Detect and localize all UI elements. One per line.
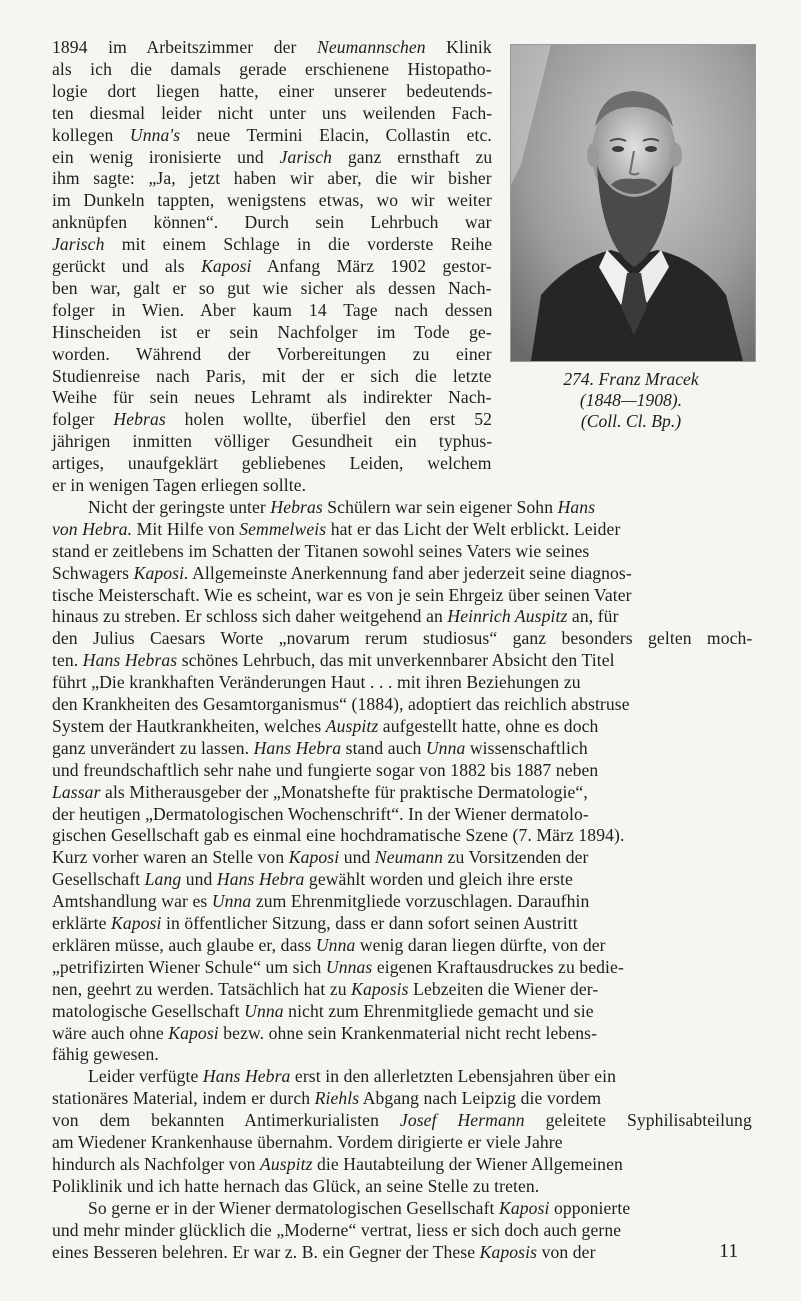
text-line: artiges, unaufgeklärt gebliebenes Leiden, welchem xyxy=(52,453,492,474)
text-line: am Wiedener Krankenhause übernahm. Vordem dirigierte er viele Jahre xyxy=(52,1132,563,1152)
italic-name: Kaposi xyxy=(499,1197,550,1218)
text-line: Hinscheiden ist er sein Nachfolger im Tode ge- xyxy=(52,321,492,342)
italic-name: Unna xyxy=(211,891,252,912)
italic-name: Semmelweis xyxy=(239,518,327,539)
italic-name: Lassar xyxy=(52,781,101,802)
portrait-photo xyxy=(510,44,756,362)
italic-name: Hans Hebras xyxy=(82,650,178,671)
text-line: logie dort liegen hatte, einer unserer bedeutends- xyxy=(52,80,493,101)
text-line: System der Hautkrankheiten, welches Auspitz aufgestellt hatte, ohne es doch xyxy=(52,715,599,736)
italic-name: Jarisch xyxy=(279,146,333,167)
italic-name: Neumann xyxy=(374,847,444,868)
italic-name: Unna xyxy=(315,934,356,955)
text-line: tische Meisterschaft. Wie es scheint, war es von je sein Ehrgeiz über seinen Vater xyxy=(52,584,632,605)
text-line: „petrifizirten Wiener Schule“ um sich Unnas eigenen Kraftausdruckes zu bedie- xyxy=(52,956,624,977)
text-line: führt „Die krankhaften Veränderungen Haut . . . mit ihren Beziehungen zu xyxy=(52,672,581,693)
text-line: Weihe für sein neues Lehramt als indirekter Nach- xyxy=(52,387,492,408)
text-line: jährigen inmitten völliger Gesundheit ein typhus- xyxy=(52,431,493,452)
text-line: im Dunkeln tappten, wenigstens etwas, wo wir weiter xyxy=(52,190,492,211)
text-line: erklären müsse, auch glaube er, dass Unna wenig daran liegen dürfte, von der xyxy=(52,934,606,955)
italic-name: Auspitz xyxy=(260,1153,313,1174)
text-line: und mehr minder glücklich die „Moderne“ vertrat, liess er sich doch auch gerne xyxy=(52,1219,622,1240)
text-line: Schwagers Kaposi. Allgemeinste Anerkennung fand aber jederzeit seine diagnos- xyxy=(52,562,632,583)
italic-name: von Hebra. xyxy=(52,518,133,539)
italic-name: Hebras xyxy=(270,496,323,517)
italic-name: Hebras xyxy=(113,409,166,430)
italic-name: Hans Hebra xyxy=(202,1066,291,1087)
text-line: er in wenigen Tagen erliegen sollte. xyxy=(52,475,307,495)
text-line: Studienreise nach Paris, mit der er sich die letzte xyxy=(52,365,492,386)
text-line: der heutigen „Dermatologischen Wochenschrift“. In der Wiener dermatolo- xyxy=(52,803,589,824)
text-line: Gesellschaft Lang und Hans Hebra gewählt worden und gleich ihre erste xyxy=(52,869,573,890)
text-line: von Hebra. Mit Hilfe von Semmelweis hat er das Licht der Welt erblickt. Leider xyxy=(52,518,621,539)
text-line: ten. Hans Hebras schönes Lehrbuch, das mit unverkennbarer Absicht den Titel xyxy=(52,650,615,671)
text-line: ten diesmal leider nicht unter uns weilenden Fach- xyxy=(52,102,493,123)
text-line: kollegen Unna's neue Termini Elacin, Collastin etc. xyxy=(52,124,492,145)
text-line: von dem bekannten Antimerkurialisten Josef Hermann geleitete Syphilisabteilung xyxy=(52,1110,752,1131)
portrait-image xyxy=(511,45,755,361)
text-line: Nicht der geringste unter Hebras Schülern war sein eigener Sohn Hans xyxy=(88,496,596,517)
italic-name: Kaposi xyxy=(111,913,162,933)
text-line: stationäres Material, indem er durch Riehls Abgang nach Leipzig die vordem xyxy=(52,1088,602,1109)
italic-name: Kaposis xyxy=(351,978,409,999)
italic-name: Jarisch xyxy=(52,234,105,255)
text-line: gischen Gesellschaft gab es einmal eine hochdramatische Szene (7. März 1894). xyxy=(52,825,625,846)
italic-name: Kaposi xyxy=(201,256,252,276)
italic-name: Josef Hermann xyxy=(399,1110,525,1131)
figure-caption-dates: (1848—1908). xyxy=(579,390,683,410)
text-line: als ich die damals gerade erschienene Histopatho- xyxy=(52,58,492,79)
italic-name: Hans xyxy=(557,496,596,517)
text-line: hinaus zu streben. Er schloss sich daher weitgehend an Heinrich Auspitz an, für xyxy=(52,606,619,627)
text-line: ben war, galt er so gut wie sicher als dessen Nach- xyxy=(52,277,492,298)
text-line: Jarisch mit einem Schlage in die vorderste Reihe xyxy=(52,234,493,255)
figure-caption-title: 274. Franz Mracek xyxy=(563,369,699,389)
italic-name: Kaposi xyxy=(288,847,340,868)
text-line: eines Besseren belehren. Er war z. B. ein Gegner der These Kaposis von der xyxy=(52,1241,596,1262)
italic-name: Riehls xyxy=(314,1088,360,1109)
text-line: fähig gewesen. xyxy=(52,1044,159,1065)
text-line: folger in Wien. Aber kaum 14 Tage nach dessen xyxy=(52,299,493,320)
italic-name: Hans Hebra xyxy=(216,869,305,890)
text-line: Amtshandlung war es Unna zum Ehrenmitgliede vorzuschlagen. Daraufhin xyxy=(52,891,590,912)
italic-name: Unna's xyxy=(129,124,181,145)
text-line: ihm sagte: „Ja, jetzt haben wir aber, die wir bisher xyxy=(52,168,492,189)
italic-name: Heinrich Auspitz xyxy=(447,606,568,627)
text-line: Kurz vorher waren an Stelle von Kaposi und Neumann zu Vorsitzenden der xyxy=(52,847,589,868)
text-line: wäre auch ohne Kaposi bezw. ohne sein Krankenmaterial nicht recht lebens- xyxy=(52,1022,598,1043)
text-line: gerückt und als Kaposi Anfang März 1902 gestor- xyxy=(52,256,492,276)
text-line: Lassar als Mitherausgeber der „Monatshefte für praktische Dermatologie“, xyxy=(52,781,588,802)
italic-name: Lang xyxy=(144,869,182,890)
text-line: folger Hebras holen wollte, überfiel den erst 52 xyxy=(52,409,492,430)
italic-name: Unnas xyxy=(325,956,373,977)
italic-name: Hans Hebra xyxy=(253,737,342,758)
text-line: worden. Während der Vorbereitungen zu einer xyxy=(52,343,492,364)
italic-name: Kaposi xyxy=(168,1022,219,1043)
text-line: stand er zeitlebens im Schatten der Titanen sowohl seines Vaters wie seines xyxy=(52,540,590,561)
italic-name: Kaposis xyxy=(479,1241,538,1262)
italic-name: Kaposi. xyxy=(133,562,189,583)
figure-caption-source: (Coll. Cl. Bp.) xyxy=(580,411,682,431)
page-number: 11 xyxy=(719,1240,739,1262)
text-line: den Krankheiten des Gesamtorganismus“ (1884), adoptiert das reichlich abstruse xyxy=(52,694,630,714)
text-line: So gerne er in der Wiener dermatologischen Gesellschaft Kaposi opponierte xyxy=(88,1197,631,1218)
text-line: Leider verfügte Hans Hebra erst in den allerletzten Lebensjahren über ein xyxy=(88,1066,617,1087)
text-line: matologische Gesellschaft Unna nicht zum Ehrenmitgliede gemacht und sie xyxy=(52,1000,594,1021)
text-line: anknüpfen können“. Durch sein Lehrbuch war xyxy=(52,212,492,233)
text-line: Poliklinik und ich hatte hernach das Glück, an seine Stelle zu treten. xyxy=(52,1175,540,1196)
italic-name: Unna xyxy=(425,737,466,758)
text-line: erklärte Kaposi in öffentlicher Sitzung, dass er dann sofort seinen Austritt xyxy=(52,913,578,933)
italic-name: Unna xyxy=(244,1000,284,1021)
text-line: 1894 im Arbeitszimmer der Neumannschen Klinik xyxy=(52,37,492,57)
italic-name: Auspitz xyxy=(325,715,379,736)
italic-name: Neumannschen xyxy=(316,37,426,57)
text-line: und freundschaftlich sehr nahe und fungierte sogar von 1882 bis 1887 neben xyxy=(52,759,599,780)
text-line: den Julius Caesars Worte „novarum rerum studiosus“ ganz besonders gelten moch- xyxy=(52,628,753,649)
text-line: hindurch als Nachfolger von Auspitz die Hautabteilung der Wiener Allgemeinen xyxy=(52,1153,623,1174)
text-line: nen, geehrt zu werden. Tatsächlich hat zu Kaposis Lebzeiten die Wiener der- xyxy=(52,978,599,999)
text-line: ein wenig ironisierte und Jarisch ganz ernsthaft zu xyxy=(52,146,493,167)
text-line: ganz unverändert zu lassen. Hans Hebra stand auch Unna wissenschaftlich xyxy=(52,737,588,758)
